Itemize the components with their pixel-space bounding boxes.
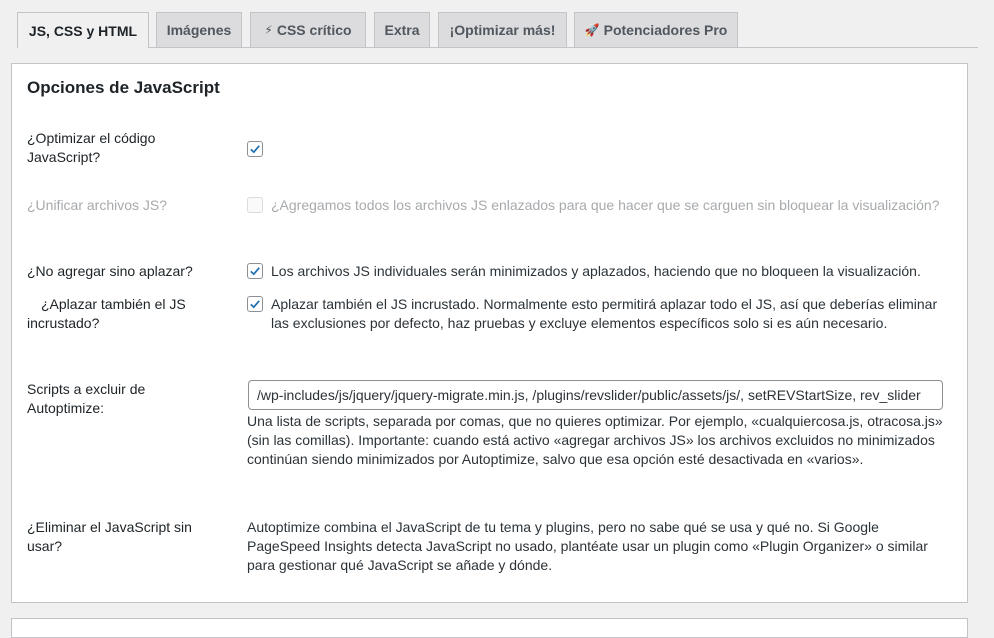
defer-not-aggregate-description: Los archivos JS individuales serán minimizados y aplazados, haciendo que no bloqueen la visualización. bbox=[271, 263, 921, 279]
section-title: Opciones de JavaScript bbox=[27, 78, 220, 97]
lightning-icon: ⚡ bbox=[264, 23, 273, 37]
tab-label: CSS crítico bbox=[276, 22, 352, 38]
exclude-scripts-label: Scripts a excluir de Autoptimize: bbox=[27, 381, 146, 416]
optimize-js-checkbox[interactable] bbox=[247, 141, 263, 157]
tab-label: ¡Optimizar más! bbox=[449, 22, 556, 38]
javascript-options-panel bbox=[11, 63, 968, 603]
tab-imagenes[interactable] bbox=[156, 12, 242, 47]
next-panel bbox=[11, 618, 968, 638]
settings-tabs bbox=[17, 12, 978, 48]
defer-inline-description: Aplazar también el JS incrustado. Normalmente esto permitirá aplazar todo el JS, así que deberías eliminar las exclusiones por defecto, haz pruebas y excluye elementos específicos solo si es aún necesario. bbox=[271, 296, 938, 331]
tab-label: JS, CSS y HTML bbox=[28, 22, 138, 39]
tab-potenciadores-pro[interactable] bbox=[574, 12, 738, 47]
remove-unused-js-label: ¿Eliminar el JavaScript sin usar? bbox=[27, 519, 192, 554]
tab-extra[interactable] bbox=[374, 12, 430, 47]
tab-label: Potenciadores Pro bbox=[603, 22, 728, 38]
checkmark-icon bbox=[248, 264, 262, 278]
tab-css-critico[interactable] bbox=[250, 12, 366, 47]
tab-js-css-html[interactable] bbox=[17, 12, 149, 48]
aggregate-js-description: ¿Agregamos todos los archivos JS enlazados para que hacer que se carguen sin bloquear la visualización? bbox=[271, 197, 940, 213]
defer-not-aggregate-label: ¿No agregar sino aplazar? bbox=[27, 263, 193, 279]
defer-inline-checkbox[interactable] bbox=[247, 296, 263, 312]
checkmark-icon bbox=[248, 142, 262, 156]
defer-not-aggregate-checkbox[interactable] bbox=[247, 263, 263, 279]
remove-unused-js-text: Autoptimize combina el JavaScript de tu tema y plugins, pero no sabe qué se usa y qué no. Si Google PageSpeed Insights detecta JavaScript no usado, plantéate usar un plugin como «Plugin Organizer» o similar para gestionar qué JavaScript se añade y dónde. bbox=[247, 519, 928, 573]
aggregate-js-checkbox[interactable] bbox=[247, 197, 263, 213]
aggregate-js-label: ¿Unificar archivos JS? bbox=[27, 197, 168, 213]
exclude-scripts-help: Una lista de scripts, separada por comas, que no quieres optimizar. Por ejemplo, «cualquiercosa.js, otracosa.js» (sin las comillas). Importante: cuando está activo «agregar archivos JS» los archivos excluidos no minimizados continúan siendo minimizados por Autoptimize, salvo que esa opción esté desactivada en «varios». bbox=[247, 413, 943, 467]
tab-label: Imágenes bbox=[166, 22, 232, 38]
tab-optimizar-mas[interactable] bbox=[438, 12, 567, 47]
exclude-scripts-input[interactable]: /wp-includes/js/jquery/jquery-migrate.min.js, /plugins/revslider/public/assets/js/, setREVStartSize, rev_slider bbox=[248, 380, 943, 410]
checkmark-icon bbox=[248, 297, 262, 311]
rocket-icon: 🚀 bbox=[584, 23, 600, 37]
tab-label: Extra bbox=[384, 22, 420, 38]
defer-inline-label: ¿Aplazar también el JS incrustado? bbox=[27, 296, 186, 331]
optimize-js-label: ¿Optimizar el código JavaScript? bbox=[27, 130, 156, 165]
